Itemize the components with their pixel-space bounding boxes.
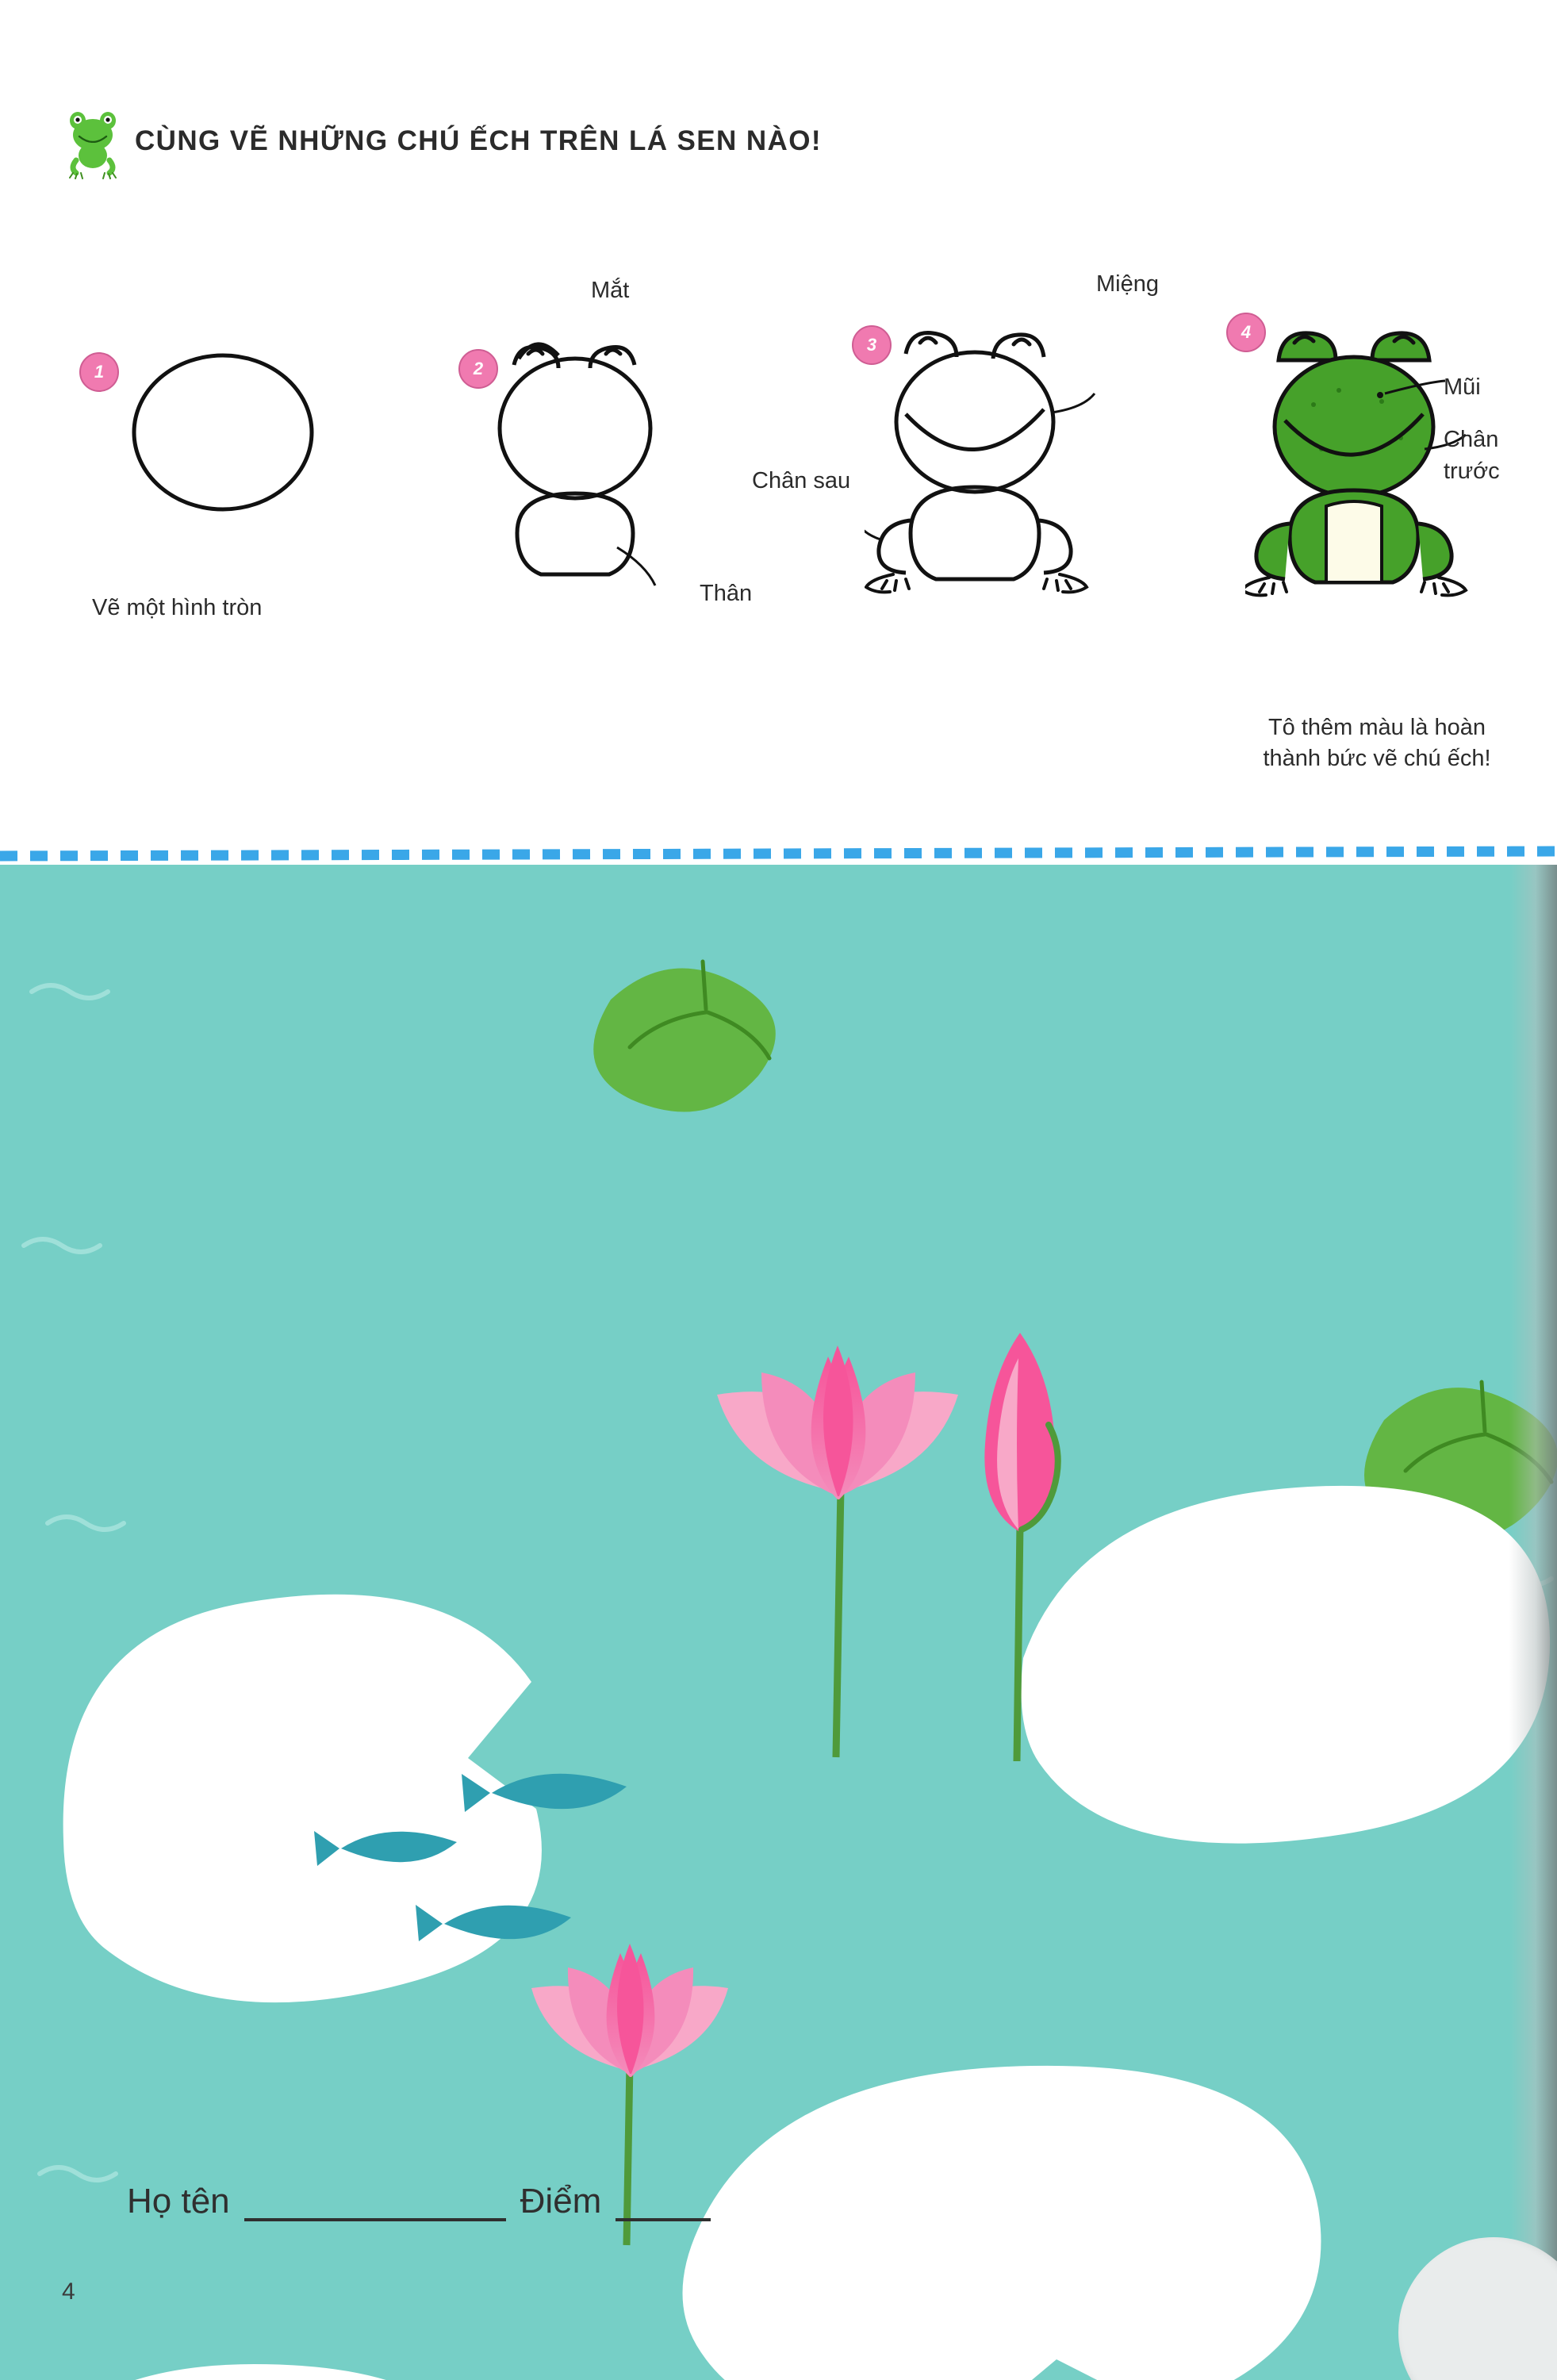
step-3-mouth-label: Miệng <box>1096 271 1159 297</box>
page-header <box>68 103 822 179</box>
step-4-caption: Tô thêm màu là hoàn thành bức vẽ chú ếch! <box>1263 715 1491 772</box>
page-title: CÙNG VẼ NHỮNG CHÚ ẾCH TRÊN LÁ SEN NÀO! <box>135 125 822 156</box>
page-number: 4 <box>62 2278 75 2305</box>
page-edge-shadow <box>1509 865 1557 2380</box>
step-1-number: 1 <box>79 352 119 392</box>
frog-logo-icon <box>68 103 117 179</box>
step-4-nose-label: Mũi <box>1444 374 1481 400</box>
step-1-caption: Vẽ một hình tròn <box>92 595 263 620</box>
step-3-number: 3 <box>852 325 892 365</box>
step-4-drawing <box>1245 294 1557 643</box>
name-label: Họ tên <box>127 2182 230 2221</box>
step-4-front-leg-label-line2: trước <box>1444 459 1500 484</box>
step-2-eye-label: Mắt <box>591 278 630 303</box>
pond-scene <box>0 865 1557 2380</box>
step-1-drawing <box>108 341 362 547</box>
pond-illustration <box>0 865 1557 2380</box>
step-2-body-label: Thân <box>700 581 753 606</box>
step-4-front-leg-label-line1: Chân <box>1444 427 1499 452</box>
name-input-line[interactable] <box>244 2213 506 2221</box>
score-input-line[interactable] <box>616 2213 711 2221</box>
step-3-hind-leg-label: Chân sau <box>752 468 851 493</box>
step-3-drawing <box>865 301 1245 651</box>
step-2-number: 2 <box>458 349 498 389</box>
step-4-number: 4 <box>1226 313 1266 352</box>
footer-fields <box>127 2182 711 2221</box>
score-label: Điểm <box>520 2182 602 2221</box>
